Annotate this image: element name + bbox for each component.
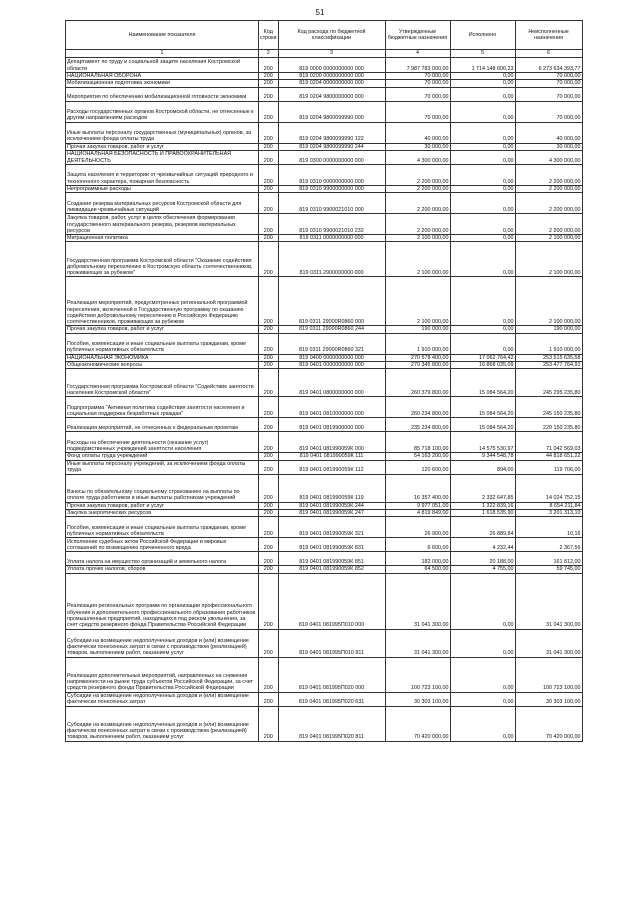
- line-code-cell: 200: [259, 502, 279, 509]
- table-row: [66, 80, 583, 87]
- expense-code-cell: 819 0401 081990059К 000: [278, 432, 385, 453]
- table-body: [66, 58, 583, 742]
- expense-code-cell: 819 0401 081995П020 000: [278, 657, 385, 692]
- approved-cell: 2 100 000,00: [385, 242, 450, 277]
- line-code-cell: 200: [259, 193, 279, 214]
- unexecuted-cell: 30 000,00: [515, 143, 582, 150]
- expense-code-cell: 819 0204 9800000000 000: [278, 87, 385, 101]
- indicator-name-cell: Закупка товаров, работ, услуг в целях обеспечения формирования государственного материального резерва, резервов материальных ресурсов: [66, 214, 259, 235]
- indicator-name-cell: Реализация региональных программ по организации профессионального обучения и дополнительного профессионального образования работников промышленных предприятий, находящихся под риском увольнения, за счет средств резервного фонда Правительства Российской Федерации: [66, 573, 259, 629]
- executed-cell: 1 618 535,90: [450, 509, 515, 516]
- indicator-name-cell: Прочая закупка товаров, работ и услуг: [66, 143, 259, 150]
- indicator-name-cell: Реализация мероприятий, не отнесенных к федеральным проектам: [66, 418, 259, 432]
- table-row: [66, 552, 583, 566]
- approved-cell: 70 000,00: [385, 73, 450, 80]
- approved-cell: 31 041 300,00: [385, 573, 450, 629]
- table-row: [66, 354, 583, 361]
- approved-cell: 182 000,00: [385, 552, 450, 566]
- line-code-cell: 200: [259, 517, 279, 538]
- unexecuted-cell: 2 200 000,00: [515, 164, 582, 185]
- header-line-code: Код строки: [259, 21, 279, 50]
- expense-code-cell: 819 0400 0000000000 000: [278, 354, 385, 361]
- indicator-name-cell: НАЦИОНАЛЬНАЯ БЕЗОПАСНОСТЬ И ПРАВООХРАНИТЕЛЬНАЯ ДЕЯТЕЛЬНОСТЬ: [66, 150, 259, 164]
- header-unexecuted: Неисполненные назначения: [515, 21, 582, 50]
- indicator-name-cell: Иные выплаты персоналу государственных (муниципальных) органов, за исключением фонда оплаты труда: [66, 122, 259, 143]
- approved-cell: 31 041 300,00: [385, 629, 450, 657]
- column-number: 6: [515, 50, 582, 58]
- expense-code-cell: 819 0200 0000000000 000: [278, 73, 385, 80]
- approved-cell: 30 303 100,00: [385, 692, 450, 706]
- line-code-cell: 200: [259, 143, 279, 150]
- indicator-name-cell: Уплата прочих налогов, сборов: [66, 566, 259, 573]
- approved-cell: 16 357 400,00: [385, 474, 450, 502]
- executed-cell: 0,00: [450, 657, 515, 692]
- unexecuted-cell: 40 000,00: [515, 122, 582, 143]
- indicator-name-cell: Расходы государственных органов Костромской области, не отнесенные к другим направлениям расходов: [66, 101, 259, 122]
- approved-cell: 64 500,00: [385, 566, 450, 573]
- line-code-cell: 200: [259, 362, 279, 369]
- expense-code-cell: 819 0204 0000000000 000: [278, 80, 385, 87]
- unexecuted-cell: 190 000,00: [515, 326, 582, 333]
- expense-code-cell: 819 0401 0810000000 000: [278, 397, 385, 418]
- executed-cell: 0,00: [450, 80, 515, 87]
- executed-cell: 0,00: [450, 150, 515, 164]
- executed-cell: 0,00: [450, 143, 515, 150]
- approved-cell: 1 910 000,00: [385, 333, 450, 354]
- indicator-name-cell: НАЦИОНАЛЬНАЯ ОБОРОНА: [66, 73, 259, 80]
- unexecuted-cell: 44 818 651,22: [515, 453, 582, 460]
- executed-cell: 15 084 564,20: [450, 418, 515, 432]
- approved-cell: 260 234 800,00: [385, 397, 450, 418]
- approved-cell: 270 578 400,00: [385, 354, 450, 361]
- approved-cell: 70 000,00: [385, 80, 450, 87]
- executed-cell: 894,00: [450, 460, 515, 474]
- table-row: [66, 474, 583, 502]
- unexecuted-cell: 253 477 764,91: [515, 362, 582, 369]
- unexecuted-cell: 119 706,00: [515, 460, 582, 474]
- indicator-name-cell: Прочая закупка товаров, работ и услуг: [66, 502, 259, 509]
- indicator-name-cell: Расходы на обеспечение деятельности (оказание услуг) подведомственных учреждений занятости населения: [66, 432, 259, 453]
- unexecuted-cell: 2 200 000,00: [515, 193, 582, 214]
- expense-code-cell: 819 0311 2900000000 000: [278, 242, 385, 277]
- column-number: 4: [385, 50, 450, 58]
- approved-cell: 26 900,00: [385, 517, 450, 538]
- unexecuted-cell: 70 000,00: [515, 80, 582, 87]
- unexecuted-cell: 10,16: [515, 517, 582, 538]
- executed-cell: 0,00: [450, 706, 515, 741]
- approved-cell: 40 000,00: [385, 122, 450, 143]
- executed-cell: 4 755,00: [450, 566, 515, 573]
- executed-cell: 0,00: [450, 185, 515, 192]
- expense-code-cell: 819 0401 081990059К 851: [278, 552, 385, 566]
- line-code-cell: 200: [259, 354, 279, 361]
- approved-cell: 4 819 849,00: [385, 509, 450, 516]
- executed-cell: 1 714 148 606,23: [450, 58, 515, 73]
- expense-code-cell: 819 0311 29000R0860 244: [278, 326, 385, 333]
- indicator-name-cell: Мероприятия по обеспечению мобилизационной готовности экономики: [66, 87, 259, 101]
- unexecuted-cell: 253 515 635,58: [515, 354, 582, 361]
- line-code-cell: 200: [259, 629, 279, 657]
- expense-code-cell: 819 0401 081990059К 244: [278, 502, 385, 509]
- table-row: [66, 235, 583, 242]
- column-number: 1: [66, 50, 259, 58]
- unexecuted-cell: 100 723 100,00: [515, 657, 582, 692]
- approved-cell: 100 723 100,00: [385, 657, 450, 692]
- table-row: [66, 185, 583, 192]
- indicator-name-cell: Мобилизационная подготовка экономики: [66, 80, 259, 87]
- indicator-name-cell: Взносы по обязательному социальному страхованию на выплаты по оплате труда работников и иные выплаты работникам учреждений: [66, 474, 259, 502]
- line-code-cell: 200: [259, 277, 279, 326]
- line-code-cell: 200: [259, 214, 279, 235]
- approved-cell: 9 977 051,00: [385, 502, 450, 509]
- unexecuted-cell: 14 024 752,15: [515, 474, 582, 502]
- table-row: [66, 333, 583, 354]
- executed-cell: 1 322 839,16: [450, 502, 515, 509]
- expense-code-cell: 819 0401 081990059К 831: [278, 538, 385, 552]
- indicator-name-cell: Фонд оплаты труда учреждений: [66, 453, 259, 460]
- table-row: [66, 453, 583, 460]
- executed-cell: 0,00: [450, 87, 515, 101]
- approved-cell: 2 200 000,00: [385, 164, 450, 185]
- table-row: [66, 706, 583, 741]
- page-number: 51: [315, 8, 325, 17]
- table-row: [66, 214, 583, 235]
- indicator-name-cell: Подпрограмма "Активная политика содействия занятости населения и социальная поддержка безработных граждан": [66, 397, 259, 418]
- indicator-name-cell: Пособия, компенсации и иные социальные выплаты гражданам, кроме публичных нормативных обязательств: [66, 333, 259, 354]
- unexecuted-cell: 71 042 569,03: [515, 432, 582, 453]
- line-code-cell: 200: [259, 235, 279, 242]
- line-code-cell: 200: [259, 474, 279, 502]
- unexecuted-cell: 8 654 211,84: [515, 502, 582, 509]
- executed-cell: 17 062 764,42: [450, 354, 515, 361]
- unexecuted-cell: 161 812,00: [515, 552, 582, 566]
- column-number: 2: [259, 50, 279, 58]
- line-code-cell: 200: [259, 58, 279, 73]
- line-code-cell: 200: [259, 369, 279, 397]
- indicator-name-cell: Общеэкономические вопросы: [66, 362, 259, 369]
- line-code-cell: 200: [259, 657, 279, 692]
- indicator-name-cell: Субсидии на возмещение недополученных доходов и (или) возмещение фактически понесенных затрат в связи с производством (реализацией) товаров, выполнением работ, оказанием услуг: [66, 706, 259, 741]
- line-code-cell: 200: [259, 432, 279, 453]
- table-row: [66, 460, 583, 474]
- table-row: [66, 657, 583, 692]
- expense-code-cell: 819 0300 0000000000 000: [278, 150, 385, 164]
- indicator-name-cell: Уплата налога на имущество организаций и земельного налога: [66, 552, 259, 566]
- line-code-cell: 200: [259, 418, 279, 432]
- line-code-cell: 200: [259, 706, 279, 741]
- expense-code-cell: 819 0204 9800099990 244: [278, 143, 385, 150]
- line-code-cell: 200: [259, 185, 279, 192]
- indicator-name-cell: Миграционная политика: [66, 235, 259, 242]
- table-row: [66, 432, 583, 453]
- executed-cell: 0,00: [450, 277, 515, 326]
- indicator-name-cell: НАЦИОНАЛЬНАЯ ЭКОНОМИКА: [66, 354, 259, 361]
- table-row: [66, 362, 583, 369]
- line-code-cell: 200: [259, 460, 279, 474]
- table-row: [66, 692, 583, 706]
- executed-cell: 0,00: [450, 164, 515, 185]
- unexecuted-cell: 2 200 000,00: [515, 214, 582, 235]
- approved-cell: 235 234 800,00: [385, 418, 450, 432]
- table-row: [66, 509, 583, 516]
- indicator-name-cell: Департамент по труду и социальной защите населения Костромской области: [66, 58, 259, 73]
- expense-code-cell: 819 0310 0000000000 000: [278, 164, 385, 185]
- unexecuted-cell: 31 041 300,00: [515, 629, 582, 657]
- approved-cell: 260 379 800,00: [385, 369, 450, 397]
- expense-code-cell: 819 0311 29000R0860 000: [278, 277, 385, 326]
- line-code-cell: 200: [259, 73, 279, 80]
- unexecuted-cell: 4 300 000,00: [515, 150, 582, 164]
- expense-code-cell: 819 0401 081990059К 247: [278, 509, 385, 516]
- indicator-name-cell: Субсидии на возмещение недополученных доходов и (или) возмещение фактически понесенных затрат: [66, 692, 259, 706]
- table-row: [66, 397, 583, 418]
- table-row: [66, 418, 583, 432]
- indicator-name-cell: Прочая закупка товаров, работ и услуг: [66, 326, 259, 333]
- table-row: [66, 538, 583, 552]
- header-approved: Утвержденные бюджетные назначения: [385, 21, 450, 50]
- executed-cell: 0,00: [450, 214, 515, 235]
- indicator-name-cell: Защита населения и территории от чрезвычайных ситуаций природного и техногенного характера, пожарная безопасность: [66, 164, 259, 185]
- expense-code-cell: 819 0401 081990059К 321: [278, 517, 385, 538]
- line-code-cell: 200: [259, 164, 279, 185]
- expense-code-cell: 819 0401 0000000000 000: [278, 362, 385, 369]
- unexecuted-cell: 2 367,56: [515, 538, 582, 552]
- executed-cell: 16 868 035,09: [450, 362, 515, 369]
- expense-code-cell: 819 0310 9900021010 232: [278, 214, 385, 235]
- table-row: [66, 573, 583, 629]
- executed-cell: 0,00: [450, 629, 515, 657]
- executed-cell: 9 344 548,78: [450, 453, 515, 460]
- unexecuted-cell: 70 000,00: [515, 101, 582, 122]
- expense-code-cell: 819 0401 081990059К 112: [278, 460, 385, 474]
- approved-cell: 2 100 000,00: [385, 235, 450, 242]
- expense-code-cell: 819 0401 081995П010 000: [278, 573, 385, 629]
- table-row: [66, 277, 583, 326]
- executed-cell: 0,00: [450, 235, 515, 242]
- header-indicator-name: Наименование показателя: [66, 21, 259, 50]
- executed-cell: 14 575 530,97: [450, 432, 515, 453]
- table-row: [66, 326, 583, 333]
- unexecuted-cell: 245 295 235,80: [515, 369, 582, 397]
- indicator-name-cell: Субсидии на возмещение недополученных доходов и (или) возмещение фактически понесенных затрат в связи с производством (реализацией) товаров, выполнением работ, оказанием услуг: [66, 629, 259, 657]
- expense-code-cell: 819 0204 9800099990 000: [278, 101, 385, 122]
- table-row: [66, 122, 583, 143]
- indicator-name-cell: Непрограммные расходы: [66, 185, 259, 192]
- unexecuted-cell: 59 745,00: [515, 566, 582, 573]
- line-code-cell: 200: [259, 573, 279, 629]
- executed-cell: 2 332 647,85: [450, 474, 515, 502]
- executed-cell: 0,00: [450, 242, 515, 277]
- table-row: [66, 73, 583, 80]
- table-row: [66, 58, 583, 73]
- unexecuted-cell: 1 910 000,00: [515, 333, 582, 354]
- approved-cell: 2 200 000,00: [385, 214, 450, 235]
- line-code-cell: 200: [259, 242, 279, 277]
- approved-cell: 7 987 783 000,00: [385, 58, 450, 73]
- expense-code-cell: 819 0311 29000R0860 321: [278, 333, 385, 354]
- unexecuted-cell: 245 150 235,80: [515, 397, 582, 418]
- indicator-name-cell: Пособия, компенсации и иные социальные выплаты гражданам, кроме публичных нормативных обязательств: [66, 517, 259, 538]
- column-number: 5: [450, 50, 515, 58]
- column-number: 3: [278, 50, 385, 58]
- expense-code-cell: 819 0401 081995П010 811: [278, 629, 385, 657]
- approved-cell: 70 000,00: [385, 87, 450, 101]
- expense-code-cell: 819 0401 081995П020 631: [278, 692, 385, 706]
- table-row: [66, 517, 583, 538]
- indicator-name-cell: Реализация дополнительных мероприятий, направленных на снижение напряженности на рынке труда субъектов Российской Федерации, за счет средств резервного фонда Правительства Российской Федерации: [66, 657, 259, 692]
- executed-cell: 15 084 564,20: [450, 369, 515, 397]
- approved-cell: 4 300 000,00: [385, 150, 450, 164]
- executed-cell: 0,00: [450, 101, 515, 122]
- unexecuted-cell: 2 100 000,00: [515, 235, 582, 242]
- table-row: [66, 566, 583, 573]
- line-code-cell: 200: [259, 101, 279, 122]
- table-header-row: [66, 21, 583, 50]
- expense-code-cell: 819 0204 9800099990 122: [278, 122, 385, 143]
- approved-cell: 30 000,00: [385, 143, 450, 150]
- indicator-name-cell: Государственная программа Костромской области "Оказание содействия добровольному переселению в Костромскую область соотечественников, проживающих за рубежом": [66, 242, 259, 277]
- executed-cell: 26 889,84: [450, 517, 515, 538]
- table-row: [66, 502, 583, 509]
- line-code-cell: 200: [259, 333, 279, 354]
- approved-cell: 70 000,00: [385, 101, 450, 122]
- header-expense-code: Код расхода по бюджетной классификации: [278, 21, 385, 50]
- table-row: [66, 87, 583, 101]
- expense-code-cell: 819 0401 081990059К 852: [278, 566, 385, 573]
- indicator-name-cell: Исполнение судебных актов Российской Федерации и мировых соглашений по возмещению причиненного вреда: [66, 538, 259, 552]
- expense-code-cell: 819 0401 081990059К 111: [278, 453, 385, 460]
- unexecuted-cell: 2 200 000,00: [515, 185, 582, 192]
- line-code-cell: 200: [259, 692, 279, 706]
- table-row: [66, 164, 583, 185]
- line-code-cell: 200: [259, 326, 279, 333]
- expense-code-cell: 819 0310 9900021010 000: [278, 193, 385, 214]
- indicator-name-cell: Реализация мероприятий, предусмотренных региональной программой переселения, включенной в Государственную программу по оказанию содействия добровольному переселению в Российскую Федерацию соотечественников, проживающих за рубежом: [66, 277, 259, 326]
- expense-code-cell: 819 0401 081990059К 119: [278, 474, 385, 502]
- expense-code-cell: 819 0000 0000000000 000: [278, 58, 385, 73]
- expense-code-cell: 819 0401 0800000000 000: [278, 369, 385, 397]
- executed-cell: 0,00: [450, 193, 515, 214]
- approved-cell: 2 200 000,00: [385, 193, 450, 214]
- unexecuted-cell: 2 100 000,00: [515, 277, 582, 326]
- unexecuted-cell: 70 000,00: [515, 73, 582, 80]
- unexecuted-cell: 31 041 300,00: [515, 573, 582, 629]
- executed-cell: 0,00: [450, 122, 515, 143]
- expense-code-cell: 819 0401 081995П020 811: [278, 706, 385, 741]
- line-code-cell: 200: [259, 552, 279, 566]
- line-code-cell: 200: [259, 566, 279, 573]
- table-row: [66, 150, 583, 164]
- budget-execution-table: [65, 20, 583, 742]
- table-row: [66, 101, 583, 122]
- header-executed: Исполнено: [450, 21, 515, 50]
- unexecuted-cell: 70 000,00: [515, 87, 582, 101]
- line-code-cell: 200: [259, 150, 279, 164]
- approved-cell: 190 000,00: [385, 326, 450, 333]
- unexecuted-cell: 2 100 000,00: [515, 242, 582, 277]
- unexecuted-cell: 6 273 634 393,77: [515, 58, 582, 73]
- executed-cell: 15 084 564,20: [450, 397, 515, 418]
- executed-cell: 4 232,44: [450, 538, 515, 552]
- indicator-name-cell: Закупка энергетических ресурсов: [66, 509, 259, 516]
- executed-cell: 0,00: [450, 692, 515, 706]
- approved-cell: 2 200 000,00: [385, 185, 450, 192]
- table-row: [66, 369, 583, 397]
- unexecuted-cell: 30 303 100,00: [515, 692, 582, 706]
- line-code-cell: 200: [259, 453, 279, 460]
- unexecuted-cell: 220 150 235,80: [515, 418, 582, 432]
- approved-cell: 85 718 100,00: [385, 432, 450, 453]
- approved-cell: 70 420 000,00: [385, 706, 450, 741]
- expense-code-cell: 819 0401 0819900000 000: [278, 418, 385, 432]
- approved-cell: 270 345 800,00: [385, 362, 450, 369]
- approved-cell: 54 163 200,00: [385, 453, 450, 460]
- table-row: [66, 193, 583, 214]
- expense-code-cell: 819 0311 0000000000 000: [278, 235, 385, 242]
- line-code-cell: 200: [259, 87, 279, 101]
- approved-cell: 6 600,00: [385, 538, 450, 552]
- executed-cell: 0,00: [450, 73, 515, 80]
- approved-cell: 120 600,00: [385, 460, 450, 474]
- line-code-cell: 200: [259, 538, 279, 552]
- table-row: [66, 143, 583, 150]
- executed-cell: 0,00: [450, 333, 515, 354]
- indicator-name-cell: Государственная программа Костромской области "Содействие занятости населения Костромской области": [66, 369, 259, 397]
- executed-cell: 20 188,00: [450, 552, 515, 566]
- column-number-row: [66, 50, 583, 58]
- unexecuted-cell: 70 420 000,00: [515, 706, 582, 741]
- line-code-cell: 200: [259, 122, 279, 143]
- indicator-name-cell: Иные выплаты персоналу учреждений, за исключением фонда оплаты труда: [66, 460, 259, 474]
- line-code-cell: 200: [259, 80, 279, 87]
- expense-code-cell: 819 0310 9900000000 000: [278, 185, 385, 192]
- line-code-cell: 200: [259, 509, 279, 516]
- line-code-cell: 200: [259, 397, 279, 418]
- approved-cell: 2 100 000,00: [385, 277, 450, 326]
- indicator-name-cell: Создание резерва материальных ресурсов Костромской области для ликвидации чрезвычайных ситуаций: [66, 193, 259, 214]
- executed-cell: 0,00: [450, 573, 515, 629]
- unexecuted-cell: 3 201 313,10: [515, 509, 582, 516]
- table-row: [66, 629, 583, 657]
- table-row: [66, 242, 583, 277]
- executed-cell: 0,00: [450, 326, 515, 333]
